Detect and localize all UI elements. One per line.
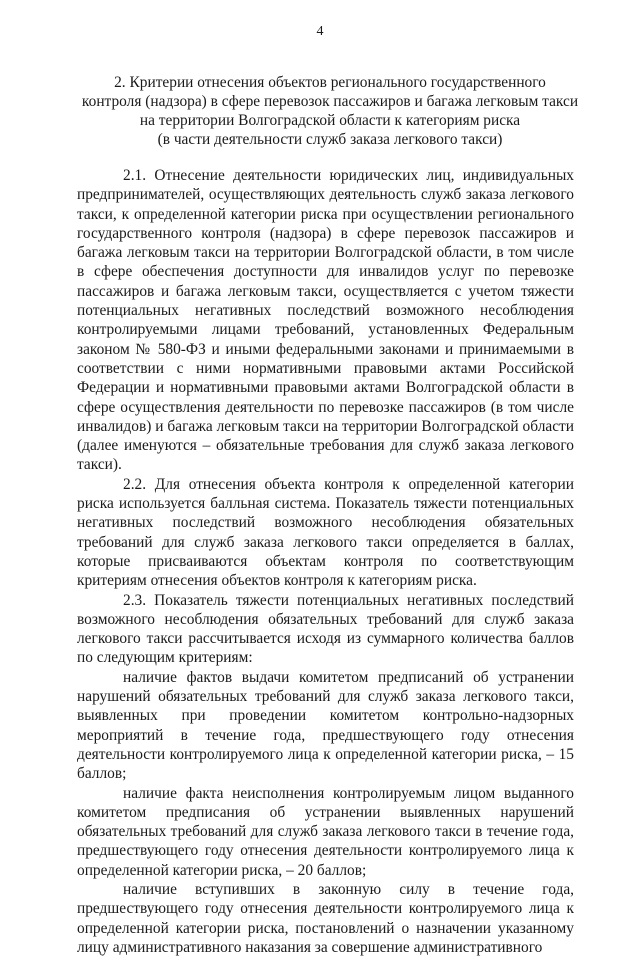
criterion-3: наличие вступивших в законную силу в течение года, предшествующего году отнесения деятельности контролируемого лица к определенной категории риска, постановлений о назначении указанному лицу административного наказания за совершение административного [77, 880, 574, 956]
heading-line: 2. Критерии отнесения объектов регионального государственного [114, 74, 546, 91]
paragraph-2-2: 2.2. Для отнесения объекта контроля к определенной категории риска используется балльная система. Показатель тяжести потенциальных негативных последствий возможного несоблюдения обязательных требований для служб заказа легкового такси определяется в баллах, которые присваиваются объектам контроля по соответствующим критериям отнесения объектов контроля к категориям риска. [77, 475, 574, 590]
criterion-2: наличие факта неисполнения контролируемым лицом выданного комитетом предписания об устранении выявленных нарушений обязательных требований для служб заказа легкового такси в течение года, предшествующего году отнесения деятельности контролируемого лица к определенной категории риска, – 20 баллов; [77, 784, 574, 879]
page-number: 4 [316, 24, 324, 39]
heading-line: контроля (надзора) в сфере перевозок пассажиров и багажа легковым такси [81, 93, 579, 110]
criterion-1: наличие фактов выдачи комитетом предписаний об устранении нарушений обязательных требований для служб заказа легкового такси, выявленных при проведении комитетом контрольно-надзорных мероприятий в течение года, предшествующего году отнесения деятельности контролируемого лица к определенной категории риска, – 15 баллов; [77, 668, 574, 783]
heading-line: (в части деятельности служб заказа легкового такси) [157, 131, 503, 148]
section-body [77, 166, 574, 957]
section-heading [60, 73, 600, 149]
paragraph-2-3: 2.3. Показатель тяжести потенциальных негативных последствий возможного несоблюдения обязательных требований для служб заказа легкового такси рассчитывается исходя из суммарного количества баллов по следующим критериям: [77, 591, 574, 667]
paragraph-2-1: 2.1. Отнесение деятельности юридических лиц, индивидуальных предпринимателей, осуществляющих деятельность служб заказа легкового такси, к определенной категории риска при осуществлении регионального государственного контроля (надзора) в сфере перевозок пассажиров и багажа легковым такси на территории Волгоградской области, в том числе в сфере обеспечения доступности для инвалидов услуг по перевозке пассажиров и багажа легковым такси, осуществляется с учетом тяжести потенциальных негативных последствий возможного несоблюдения контролируемыми лицами требований, установленных Федеральным законом № 580-ФЗ и иными федеральными законами и принимаемыми в соответствии с ними нормативными правовыми актами Российской Федерации и нормативными правовыми актами Волгоградской области в сфере осуществления деятельности по перевозке пассажиров (в том числе инвалидов) и багажа легковым такси на территории Волгоградской области (далее именуются – обязательные требования для служб заказа легкового такси). [77, 167, 574, 474]
heading-line: на территории Волгоградской области к категориям риска [139, 112, 521, 129]
